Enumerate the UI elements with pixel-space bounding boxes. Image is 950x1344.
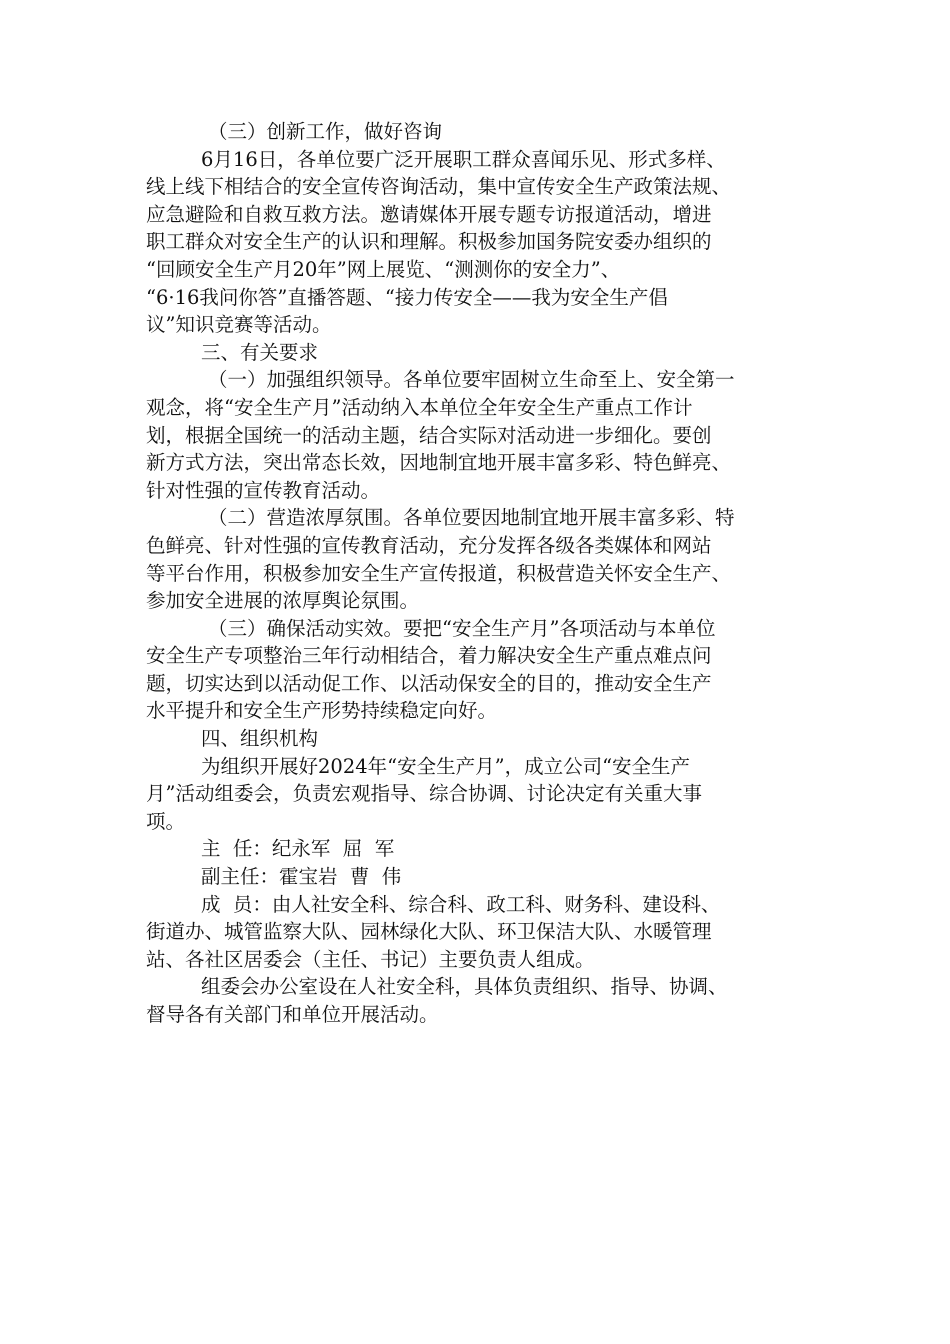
paragraph-line: 站、各社区居委会（主任、书记）主要负责人组成。 — [146, 947, 595, 971]
paragraph-line: 应急避险和自救互救方法。邀请媒体开展专题专访报道活动，增进 — [146, 202, 712, 226]
paragraph-line: 针对性强的宣传教育活动。 — [146, 478, 381, 502]
paragraph-line: 观念，将“安全生产月”活动纳入本单位全年安全生产重点工作计 — [146, 395, 693, 419]
deputy-director-line: 副主任：霍宝岩 曹 伟 — [201, 865, 402, 889]
paragraph-line: 街道办、城管监察大队、园林绿化大队、环卫保洁大队、水暖管理 — [146, 920, 712, 944]
paragraph-line: 划，根据全国统一的活动主题，结合实际对活动进一步细化。要创 — [146, 423, 712, 447]
paragraph-line: 议”知识竞赛等活动。 — [146, 313, 332, 337]
paragraph-line: 参加安全进展的浓厚舆论氛围。 — [146, 589, 420, 613]
section-heading: 三、有关要求 — [201, 340, 319, 364]
paragraph-line: 等平台作用，积极参加安全生产宣传报道，积极营造关怀安全生产、 — [146, 561, 732, 585]
paragraph-line: 督导各有关部门和单位开展活动。 — [146, 1003, 439, 1026]
paragraph-line: 6月16日，各单位要广泛开展职工群众喜闻乐见、形式多样、 — [201, 147, 726, 171]
paragraph-line: 月”活动组委会，负责宏观指导、综合协调、讨论决定有关重大事 — [146, 782, 702, 806]
document-body — [146, 118, 828, 1029]
paragraph-line: （一）加强组织领导。各单位要牢固树立生命至上、安全第一 — [208, 368, 735, 392]
paragraph-line: （三）确保活动实效。要把“安全生产月”各项活动与本单位 — [208, 616, 716, 640]
paragraph-line: 题，切实达到以活动促工作、以活动保安全的目的，推动安全生产 — [146, 671, 712, 695]
director-line: 主 任：纪永军 屈 军 — [201, 837, 395, 861]
members-line: 成 员：由人社安全科、综合科、政工科、财务科、建设科、 — [201, 892, 721, 916]
paragraph-line: 水平提升和安全生产形势持续稳定向好。 — [146, 699, 498, 723]
paragraph-line: 线上线下相结合的安全宣传咨询活动，集中宣传安全生产政策法规、 — [146, 175, 732, 199]
subsection-heading: （三）创新工作，做好咨询 — [208, 120, 443, 143]
paragraph-line: 色鲜亮、针对性强的宣传教育活动，充分发挥各级各类媒体和网站 — [146, 533, 712, 557]
paragraph-line: 项。 — [146, 809, 186, 833]
paragraph-line: “回顾安全生产月20年”网上展览、“测测你的安全力”、 — [146, 257, 621, 281]
paragraph-line: 安全生产专项整治三年行动相结合，着力解决安全生产重点难点问 — [146, 644, 712, 668]
paragraph-line: 为组织开展好2024年“安全生产月”，成立公司“安全生产 — [201, 754, 691, 778]
paragraph-line: “6·16我问你答”直播答题、“接力传安全——我为安全生产倡 — [146, 285, 668, 309]
paragraph-line: 新方式方法，突出常态长效，因地制宜地开展丰富多彩、特色鲜亮、 — [146, 451, 732, 475]
paragraph-line: （二）营造浓厚氛围。各单位要因地制宜地开展丰富多彩、特 — [208, 506, 735, 530]
paragraph-line: 职工群众对安全生产的认识和理解。积极参加国务院安委办组织的 — [146, 230, 712, 254]
section-heading: 四、组织机构 — [201, 727, 319, 751]
paragraph-line: 组委会办公室设在人社安全科，具体负责组织、指导、协调、 — [201, 975, 728, 999]
